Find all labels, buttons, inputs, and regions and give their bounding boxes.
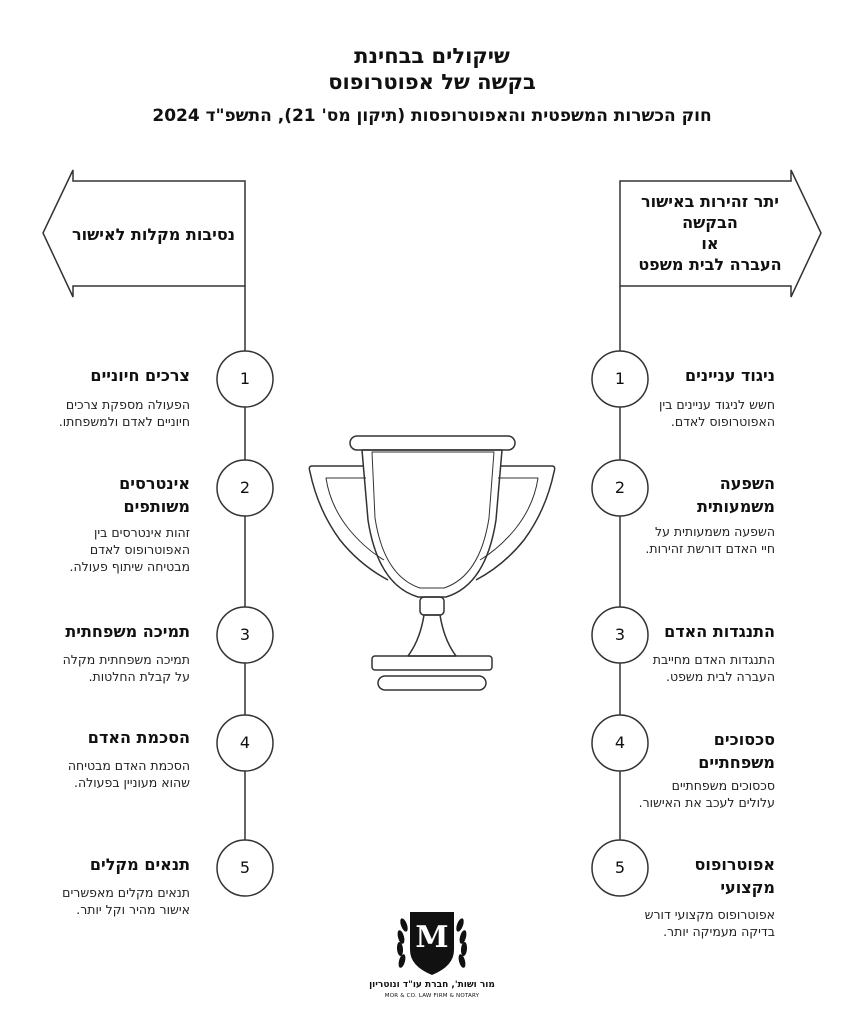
page-title-line-1: שיקולים בבחינת <box>354 44 510 68</box>
right-item-title-line: מקצועי <box>720 878 775 897</box>
page-subtitle: חוק הכשרות המשפטית והאפוטרופסות (תיקון מס' 21), התשפ"ד 2024 <box>152 106 712 126</box>
left-item-title-line: צרכים חיוניים <box>90 366 190 385</box>
right-item-title <box>600 620 775 643</box>
left-item-description <box>15 884 190 918</box>
right-arrow-line-3: או <box>701 234 719 253</box>
right-item-title-line: השפעה <box>719 474 775 493</box>
right-item-desc-line: אפוטרופוס מקצועי דורש <box>644 907 775 922</box>
right-item-title-line: אפוטרופוס <box>694 855 775 874</box>
right-item-desc-line: התנגדות האדם מחייבת <box>652 652 775 667</box>
right-step-number: 5 <box>614 858 626 877</box>
left-item-title-line: תמיכה משפחתית <box>65 622 190 641</box>
right-item-title-line: סכסוכים <box>713 730 775 749</box>
right-arrow-line-4: העברה לבית משפט <box>638 255 782 274</box>
left-item-title <box>15 620 190 643</box>
right-item-description <box>600 396 775 430</box>
page-title-line-2: בקשה של אפוטרופוס <box>328 70 536 94</box>
right-item-title-line: התנגדות האדם <box>664 622 775 641</box>
left-item-title-line: תנאים מקלים <box>89 855 190 874</box>
right-item-desc-line: העברה לבית משפט. <box>666 669 775 684</box>
right-item-desc-line: חיי האדם דורשת זהירות. <box>645 541 775 556</box>
right-item-desc-line: השפעה משמעותית על <box>655 524 775 539</box>
left-item-description <box>15 651 190 685</box>
left-item-title <box>15 853 190 876</box>
right-step-number: 2 <box>614 478 626 497</box>
right-item-title <box>600 728 775 774</box>
left-item-title-line: משותפים <box>123 497 190 516</box>
left-item-description <box>15 524 190 575</box>
left-item-desc-line: חיוניים לאדם ולמשפחתו. <box>58 414 190 429</box>
right-item-desc-line: בדיקה מעמיקה יותר. <box>663 924 775 939</box>
left-item-title-line: אינטרסים <box>119 474 190 493</box>
right-item-desc-line: סכסוכים משפחתיים <box>671 778 775 793</box>
right-arrow-label <box>620 191 800 275</box>
left-item-title <box>15 364 190 387</box>
right-item-title-line: ניגוד עניינים <box>684 366 775 385</box>
left-item-desc-line: זהות אינטרסים בין <box>93 525 190 540</box>
right-item-desc-line: האפוטרופוס לאדם. <box>670 414 775 429</box>
right-step-number: 1 <box>614 369 626 388</box>
left-item-title-line: הסכמת האדם <box>87 728 190 747</box>
left-item-desc-line: תמיכה משפחתית מקלה <box>62 652 190 667</box>
trophy-icon <box>309 436 554 690</box>
left-item-desc-line: שהוא מעוניין בפעולה. <box>74 775 190 790</box>
left-item-title <box>15 726 190 749</box>
left-item-desc-line: תנאים מקלים מאפשרים <box>62 885 190 900</box>
right-arrow-line-1: יתר זהירות באישור <box>641 192 779 211</box>
left-step-number: 5 <box>239 858 251 877</box>
left-item-desc-line: מבטיחה שיתוף פעולה. <box>69 559 190 574</box>
right-item-title <box>600 364 775 387</box>
left-item-desc-line: על קבלת החלטות. <box>88 669 190 684</box>
left-item-desc-line: הפעולה מספקת צרכים <box>65 397 190 412</box>
left-step-number: 2 <box>239 478 251 497</box>
right-item-title <box>600 853 775 899</box>
left-step-number: 3 <box>239 625 251 644</box>
right-item-title <box>600 472 775 518</box>
left-item-description <box>15 396 190 430</box>
logo-letter: M <box>415 920 449 955</box>
left-item-desc-line: אישור מהיר וקל יותר. <box>76 902 190 917</box>
left-item-desc-line: האפוטרופוס לאדם <box>89 542 190 557</box>
right-item-description <box>600 906 775 940</box>
right-item-title-line: משפחתיים <box>698 753 775 772</box>
right-step-number: 4 <box>614 733 626 752</box>
right-item-desc-line: עלולים לעכב את האישור. <box>638 795 775 810</box>
left-arrow-label: נסיבות מקלות לאישור <box>72 225 235 244</box>
left-step-number: 4 <box>239 733 251 752</box>
right-arrow-line-2: הבקשה <box>682 213 738 232</box>
left-item-title <box>15 472 190 518</box>
right-item-desc-line: חשש לניגוד עניינים בין <box>658 397 775 412</box>
right-item-description <box>600 523 775 557</box>
right-step-number: 3 <box>614 625 626 644</box>
right-item-description <box>600 777 775 811</box>
logo-name-hebrew: מור ושות', חברת עו"ד ונוטריון <box>369 980 495 990</box>
left-step-number: 1 <box>239 369 251 388</box>
right-item-title-line: משמעותית <box>696 497 775 516</box>
left-item-desc-line: הסכמת האדם מבטיחה <box>67 758 190 773</box>
right-item-description <box>600 651 775 685</box>
logo-name-english: MOR & CO. LAW FIRM & NOTARY <box>384 993 480 999</box>
left-item-description <box>15 757 190 791</box>
